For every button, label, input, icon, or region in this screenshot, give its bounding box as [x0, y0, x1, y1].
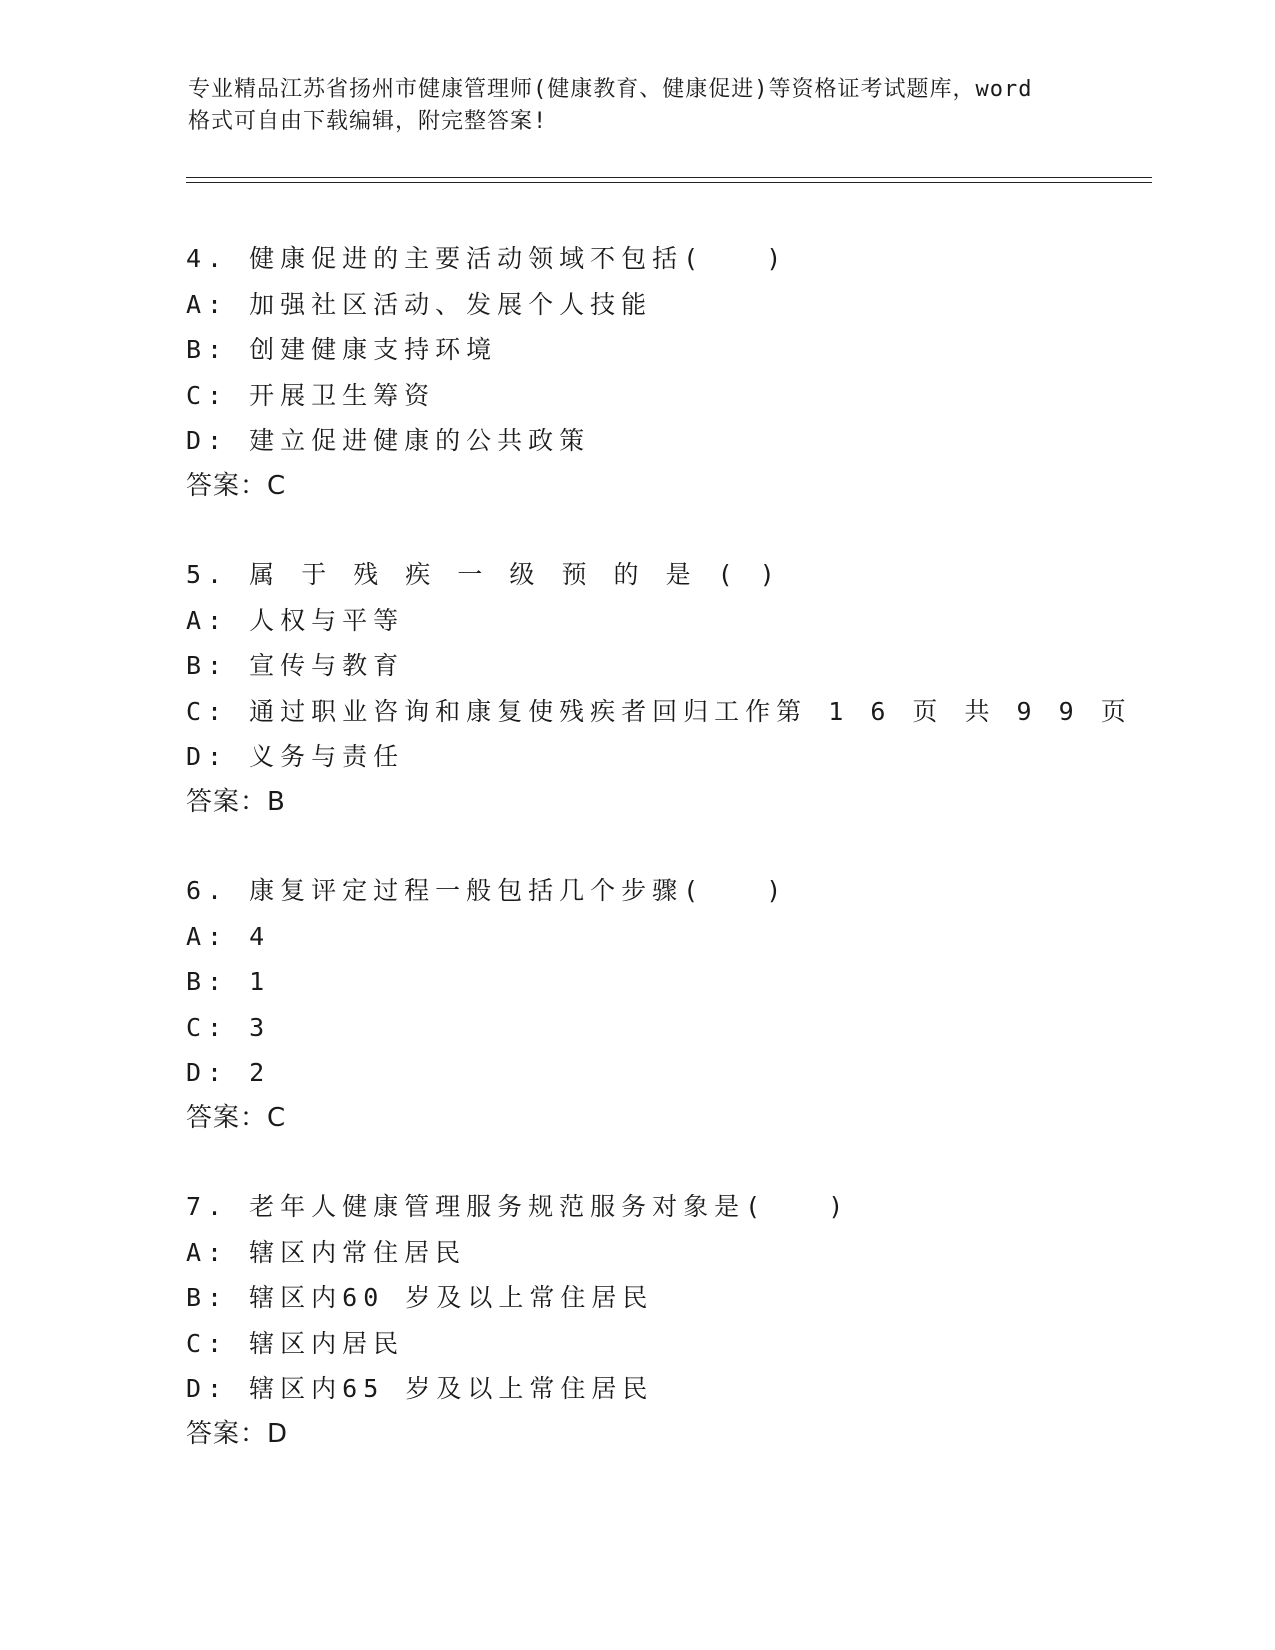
question-item: [186, 868, 1186, 1141]
question-stem: 5. 属 于 残 疾 一 级 预 的 是 ( ): [186, 560, 781, 589]
option-d: [186, 1050, 1186, 1096]
option-text: 人权与平等: [249, 605, 405, 635]
option-b: [186, 1275, 1186, 1321]
answer-line: 答案：D: [186, 1418, 289, 1449]
option-key: B:: [186, 651, 229, 680]
option-text: 义务与责任: [249, 742, 405, 771]
option-key: A:: [186, 605, 229, 635]
question-list: [186, 236, 1186, 1500]
option-c: [186, 689, 1186, 735]
option-text: 开展卫生筹资: [249, 380, 436, 410]
option-key: C:: [186, 1328, 229, 1358]
option-b: [186, 959, 1186, 1005]
option-d: [186, 734, 1186, 780]
option-key: D:: [186, 426, 229, 455]
question-stem: 4. 健康促进的主要活动领域不包括( ): [186, 244, 788, 273]
option-d: [186, 418, 1186, 464]
option-text: 辖区内65 岁及以上常住居民: [249, 1374, 654, 1403]
option-text: 辖区内常住居民: [249, 1237, 467, 1267]
answer-line: 答案：B: [186, 786, 286, 817]
option-key: A:: [186, 289, 229, 319]
option-text: 2: [249, 1058, 271, 1087]
header-divider-bottom: [186, 182, 1152, 183]
option-text: 3: [249, 1012, 271, 1042]
option-b: [186, 643, 1186, 689]
option-key: B:: [186, 967, 229, 996]
option-c: [186, 1321, 1186, 1367]
option-text: 1: [249, 967, 271, 996]
header-line-1: 专业精品江苏省扬州市健康管理师(健康教育、健康促进)等资格证考试题库，word: [188, 77, 1033, 102]
option-text: 宣传与教育: [249, 651, 405, 680]
option-a: [186, 282, 1186, 328]
option-text: 4: [249, 921, 271, 951]
option-key: B:: [186, 335, 229, 364]
option-text: 创建健康支持环境: [249, 335, 498, 364]
option-key: C:: [186, 696, 229, 726]
option-d: [186, 1366, 1186, 1412]
question-stem: 7. 老年人健康管理服务规范服务对象是( ): [186, 1192, 850, 1221]
option-text: 建立促进健康的公共政策: [249, 426, 591, 455]
question-stem: 6. 康复评定过程一般包括几个步骤( ): [186, 876, 788, 905]
document-header: [188, 74, 1088, 138]
question-item: [186, 236, 1186, 509]
option-c: [186, 1005, 1186, 1051]
answer-line: 答案：C: [186, 470, 287, 501]
option-text: 辖区内居民: [249, 1328, 405, 1358]
option-key: B:: [186, 1283, 229, 1312]
option-key: C:: [186, 380, 229, 410]
option-key: A:: [186, 1237, 229, 1267]
option-text: 加强社区活动、发展个人技能: [249, 289, 653, 319]
option-key: D:: [186, 1058, 229, 1087]
option-text: 通过职业咨询和康复使残疾者回归工作第 1 6 页 共 9 9 页: [249, 696, 1132, 726]
question-item: [186, 552, 1186, 825]
option-key: D:: [186, 742, 229, 771]
answer-line: 答案：C: [186, 1102, 287, 1133]
option-a: [186, 914, 1186, 960]
header-divider-top: [186, 177, 1152, 178]
question-item: [186, 1184, 1186, 1457]
option-b: [186, 327, 1186, 373]
option-key: C:: [186, 1012, 229, 1042]
option-text: 辖区内60 岁及以上常住居民: [249, 1283, 654, 1312]
option-key: D:: [186, 1374, 229, 1403]
option-key: A:: [186, 921, 229, 951]
option-a: [186, 1230, 1186, 1276]
option-a: [186, 598, 1186, 644]
header-line-2: 格式可自由下载编辑，附完整答案!: [188, 109, 548, 134]
option-c: [186, 373, 1186, 419]
